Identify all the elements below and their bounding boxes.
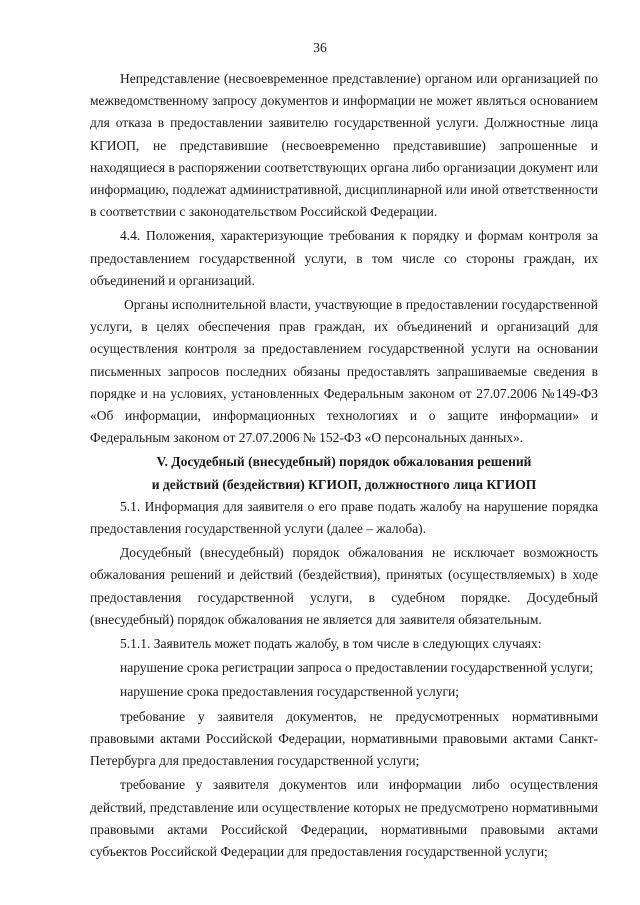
- section-heading-line-2: и действий (бездействия) КГИОП, должностного лица КГИОП: [151, 476, 537, 492]
- paragraph-control-provisions: 4.4. Положения, характеризующие требования к порядку и формам контроля за предоставлением государственной услуги, в том числе со стороны граждан, их объединений и организаций.: [90, 228, 598, 288]
- list-item-registration-term: нарушение срока регистрации запроса о предоставлении государственной услуги;: [120, 660, 594, 676]
- page-number: 36: [313, 40, 327, 55]
- paragraph-non-submission: Непредставление (несвоевременное представление) органом или организацией по межведомственному запросу документов и информации не может являться основанием для отказа в предоставлении заявителю государственной услуги. Должностные лица КГИОП, не представившие (несвоевременно представившие) запрошенные и находящиеся в распоряжении соответствующих органа либо организации документ или информацию, подлежат административной, дисциплинарной или иной ответственности в соответствии с законодательством Российской Федерации.: [90, 71, 598, 220]
- list-item-extra-documents: требование у заявителя документов, не предусмотренных нормативными правовыми актами Российской Федерации, нормативными правовыми актами Санкт-Петербурга для предоставления государственной услуги;: [90, 708, 598, 769]
- document-body: [90, 68, 598, 863]
- list-item-extra-actions: требование у заявителя документов или информации либо осуществления действий, представление или осуществление которых не предусмотрено нормативными правовыми актами Российской Федерации, нормативными правовыми актами субъектов Российской Федерации для предоставления государственной услуги;: [90, 777, 598, 859]
- paragraph-complaint-cases: 5.1.1. Заявитель может подать жалобу, в том числе в следующих случаях:: [120, 636, 542, 652]
- paragraph-complaint-info: 5.1. Информация для заявителя о его праве подать жалобу на нарушение порядка предоставления государственной услуги (далее – жалоба).: [90, 498, 598, 537]
- paragraph-executive-bodies: Органы исполнительной власти, участвующие в предоставлении государственной услуги, в целях обеспечения прав граждан, их объединений и организаций для осуществления контроля за предоставлением государственной услуги на основании письменных запросов последних обязаны предоставлять запрашиваемые сведения в порядке и на условиях, установленных Федеральным законом от 27.07.2006 №149-ФЗ «Об информации, информационных технологиях и о защите информации» и Федеральным законом от 27.07.2006 № 152-ФЗ «О персональных данных».: [90, 297, 598, 446]
- section-heading-line-1: V. Досудебный (внесудебный) порядок обжалования решений: [156, 454, 532, 470]
- paragraph-pretrial-procedure: Досудебный (внесудебный) порядок обжалования не исключает возможность обжалования решений и действий (бездействия), принятых (осуществляемых) в ходе предоставления государственной услуги, в судебном порядке. Досудебный (внесудебный) порядок обжалования не является для заявителя обязательным.: [90, 545, 598, 627]
- list-item-service-term: нарушение срока предоставления государственной услуги;: [120, 684, 460, 700]
